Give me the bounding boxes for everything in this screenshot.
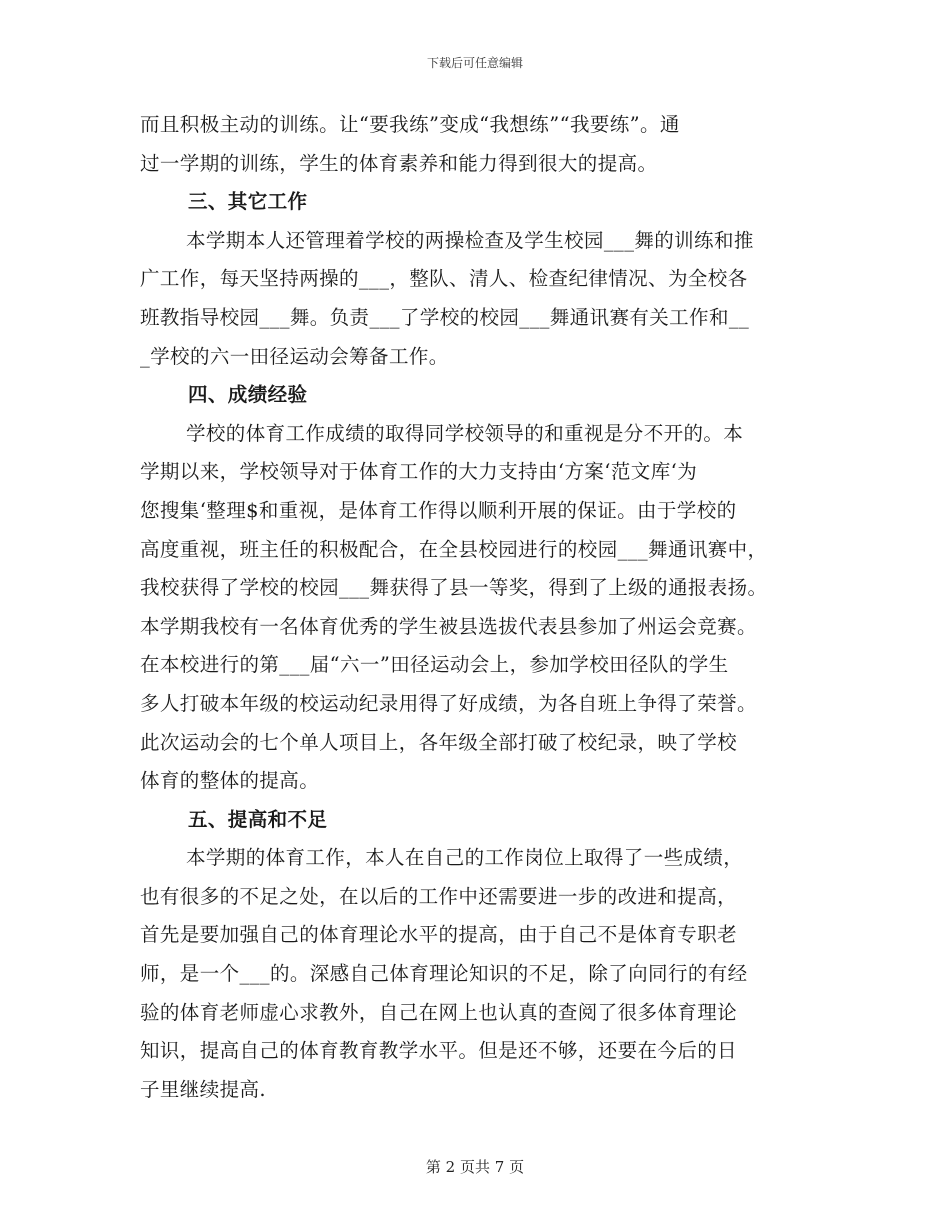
paragraph-line: 子里继续提高.: [140, 1077, 266, 1101]
paragraph-line: 多人打破本年级的校运动纪录用得了好成绩，为各自班上争得了荣誉。: [140, 691, 757, 715]
paragraph-line: 高度重视，班主任的积极配合，在全县校园进行的校园___舞通讯赛中，: [140, 537, 768, 561]
paragraph-line: 本学期本人还管理着学校的两操检查及学生校园___舞的训练和推: [186, 228, 754, 252]
paragraph-line: _学校的六一田径运动会筹备工作。: [140, 344, 449, 368]
paragraph-line: 体育的整体的提高。: [140, 769, 320, 793]
page-header: 下载后可任意编辑: [426, 56, 523, 70]
paragraph-line: 在本校进行的第___届“六一”田径运动会上，参加学校田径队的学生: [140, 653, 729, 677]
paragraph-line: 班教指导校园___舞。负责___了学校的校园___舞通讯赛有关工作和__: [140, 305, 750, 329]
paragraph-line: 也有很多的不足之处，在以后的工作中还需要进一步的改进和提高，: [140, 884, 738, 908]
paragraph-line: 师，是一个___的。深感自己体育理论知识的不足，除了向同行的有经: [140, 962, 748, 986]
section-heading: 四、成绩经验: [188, 383, 308, 407]
paragraph-line: 学校的体育工作成绩的取得同学校领导的和重视是分不开的。本: [186, 421, 744, 445]
paragraph-line: 广工作，每天坚持两操的___，整队、清人、检查纪律情况、为全校各: [140, 267, 748, 291]
paragraph-line: 您搜集‘整理$和重视，是体育工作得以顺利开展的保证。由于学校的: [140, 498, 737, 522]
document-body: [140, 106, 812, 1109]
paragraph-line: 首先是要加强自己的体育理论水平的提高，由于自己不是体育专职老: [140, 923, 738, 947]
paragraph-line: 过一学期的训练，学生的体育素养和能力得到很大的提高。: [140, 151, 658, 175]
paragraph-line: 我校获得了学校的校园___舞获得了县一等奖，得到了上级的通报表扬。: [140, 576, 768, 600]
paragraph-line: 知识，提高自己的体育教育教学水平。但是还不够，还要在今后的日: [140, 1039, 738, 1063]
page-footer: 第 2 页共 7 页: [425, 1158, 525, 1176]
paragraph-line: 学期以来，学校领导对于体育工作的大力支持由‘方案‘范文库‘为: [140, 460, 698, 484]
section-heading: 三、其它工作: [188, 190, 308, 214]
paragraph-line: 本学期的体育工作，本人在自己的工作岗位上取得了一些成绩，: [186, 846, 744, 870]
paragraph-line: 而且积极主动的训练。让“要我练”变成“我想练”“我要练”。通: [140, 113, 680, 136]
paragraph-line: 此次运动会的七个单人项目上，各年级全部打破了校纪录，映了学校: [140, 730, 738, 754]
section-heading: 五、提高和不足: [188, 807, 328, 831]
paragraph-line: 验的体育老师虚心求教外，自己在网上也认真的查阅了很多体育理论: [140, 1000, 738, 1024]
paragraph-line: 本学期我校有一名体育优秀的学生被县选拔代表县参加了州运会竞赛。: [140, 614, 757, 638]
